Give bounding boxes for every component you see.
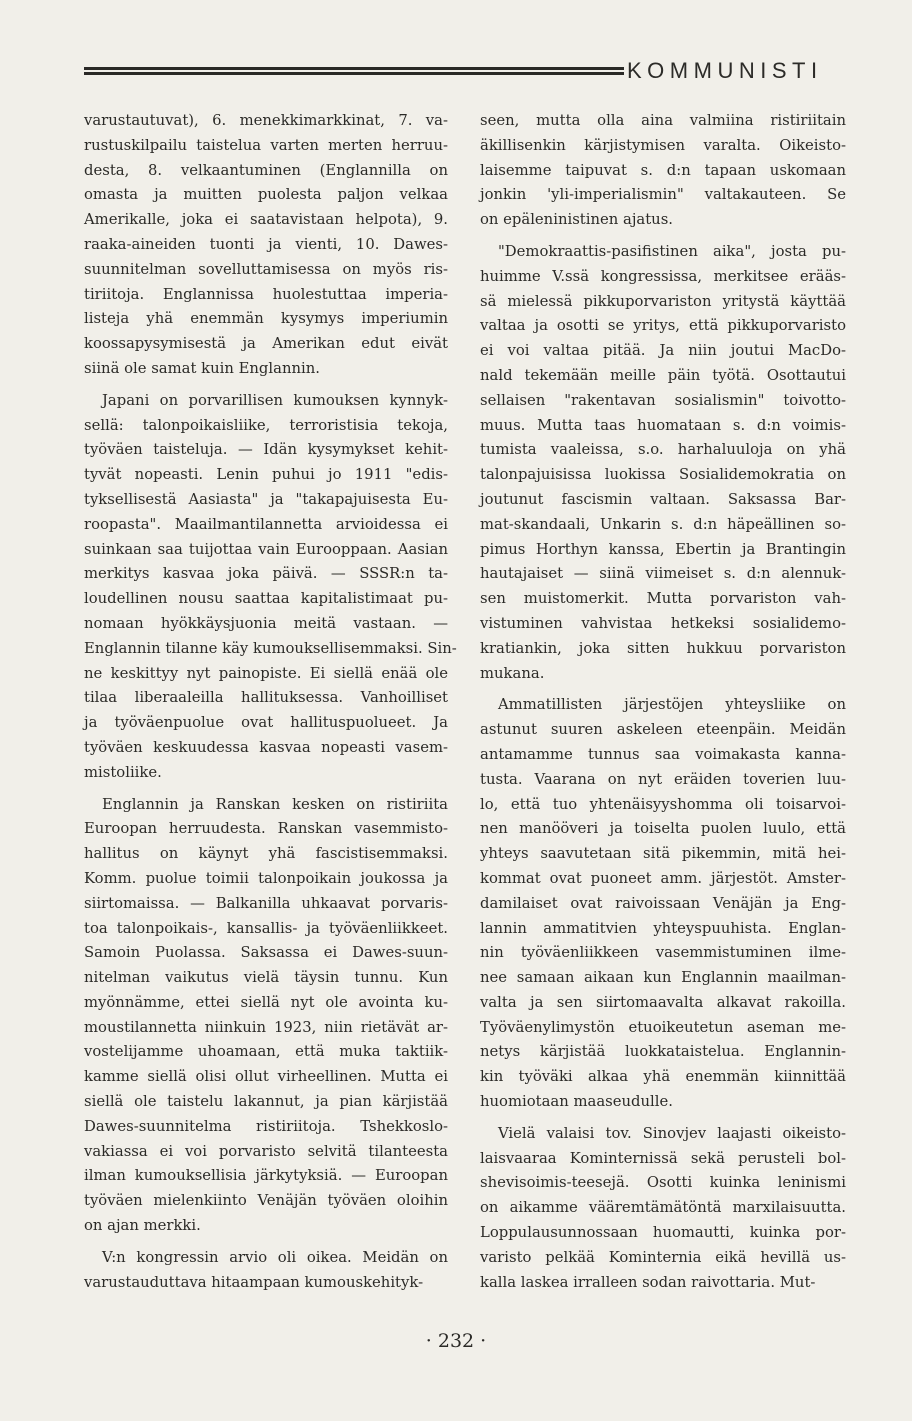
page-number: · 232 · [425, 1330, 487, 1352]
text-line: kalla laskea irralleen sodan raivottaria. Mut- [480, 1273, 816, 1291]
paragraph [480, 240, 846, 686]
text-line: laisemme taipuvat s. d:n tapaan uskomaan [480, 161, 846, 179]
text-line: V:n kongressin arvio oli oikea. Meidän on [102, 1248, 448, 1266]
paragraph [84, 109, 448, 382]
text-line: sellaisen "rakentavan sosialismin" toivotto- [480, 391, 846, 409]
text-line: siellä ole taistelu lakannut, ja pian kärjistää [84, 1093, 448, 1111]
text-line: tyksellisestä Aasiasta" ja "takapajuisesta Eu- [84, 490, 448, 508]
text-line: talonpajuisissa luokissa Sosialidemokratia on [480, 466, 846, 484]
text-line: Työväenylimystön etuoikeutetun aseman me- [480, 1018, 846, 1036]
text-line: tiriitoja. Englannissa huolestuttaa imperia- [84, 285, 448, 303]
text-line: jonkin 'yli-imperialismin" valtakauteen. Se [480, 186, 846, 204]
text-line: nin työväenliikkeen vasemmistuminen ilme- [480, 944, 846, 962]
text-line: roopasta". Maailmantilannetta arvioidessa ei [84, 515, 448, 533]
text-line: Englannin tilanne käy kumouksellisemmaksi. Sin- [84, 639, 457, 657]
text-line: sellä: talonpoikaisliike, terroristisia tekoja, [84, 416, 448, 434]
text-line: tilaa liberaaleilla hallituksessa. Vanhoilliset [84, 689, 448, 707]
right-column [480, 109, 846, 1302]
text-line: toa talonpoikais-, kansallis- ja työväenliikkeet. [84, 919, 448, 937]
text-line: tumista vaaleissa, s.o. harhaluuloja on yhä [480, 441, 846, 459]
paragraph [84, 793, 448, 1239]
paragraph [84, 1246, 448, 1296]
text-line: on aikamme vääremtämätöntä marxilaisuutta. [480, 1199, 846, 1217]
text-line: kamme siellä olisi ollut virheellinen. Mutta ei [84, 1068, 448, 1086]
text-line: moustilannetta niinkuin 1923, niin rietävät ar- [84, 1018, 448, 1036]
text-line: vostelijamme uhoamaan, että muka taktiik- [84, 1043, 448, 1061]
text-line: työväen mielenkiinto Venäjän työväen oloihin [84, 1192, 448, 1210]
text-line: hautajaiset — siinä viimeiset s. d:n alennuk- [480, 565, 846, 583]
text-line: suinkaan saa tuijottaa vain Eurooppaan. Aasian [84, 540, 448, 558]
text-line: Samoin Puolassa. Saksassa ei Dawes-suun- [84, 944, 448, 962]
text-line: valta ja sen siirtomaavalta alkavat rakoilla. [480, 993, 846, 1011]
paragraph [480, 109, 846, 233]
text-line: yhteys saavutetaan sitä pikemmin, mitä hei- [480, 845, 846, 863]
text-line: nald tekemään meille päin työtä. Osottautui [480, 366, 846, 384]
text-line: varustautuvat), 6. menekkimarkkinat, 7. va- [84, 112, 448, 129]
text-line: loudellinen nousu saattaa kapitalistimaat pu- [84, 590, 448, 608]
text-line: ilman kumouksellisia järkytyksiä. — Euroopan [84, 1167, 448, 1185]
text-line: omasta ja muitten puolesta paljon velkaa [84, 186, 448, 204]
text-line: kratiankin, joka sitten hukkuu porvariston [480, 639, 846, 657]
text-line: ei voi valtaa pitää. Ja niin joutui MacDo- [480, 342, 846, 360]
text-line: varustauduttava hitaampaan kumouskehityk- [84, 1273, 424, 1291]
text-line: työväen keskuudessa kasvaa nopeasti vasem- [84, 738, 448, 756]
text-line: siirtomaissa. — Balkanilla uhkaavat porvaris- [84, 894, 448, 912]
text-line: on epäleninistinen ajatus. [480, 211, 674, 229]
text-line: ja työväenpuolue ovat hallituspuolueet. Ja [84, 714, 448, 732]
text-line: Englannin ja Ranskan kesken on ristiriita [102, 795, 448, 813]
text-line: varisto pelkää Kominternia eikä hevillä us- [480, 1248, 846, 1266]
text-line: sä mielessä pikkuporvariston yritystä käyttää [480, 292, 846, 310]
text-line: Japani on porvarillisen kumouksen kynnyk- [102, 391, 448, 409]
text-line: lannin ammatitvien yhteyspuuhista. Englan- [480, 919, 846, 937]
left-column [84, 109, 457, 1302]
text-line: rustuskilpailu taistelua varten merten herruu- [84, 136, 448, 154]
text-line: pimus Horthyn kanssa, Ebertin ja Brantingin [480, 540, 846, 558]
text-line: hallitus on käynyt yhä fascistisemmaksi. [84, 845, 448, 863]
header-rule [84, 67, 624, 78]
text-line: myönnämme, ettei siellä nyt ole avointa ku- [84, 993, 448, 1011]
text-line: merkitys kasvaa joka päivä. — SSSR:n ta- [84, 565, 448, 583]
text-line: Dawes-suunnitelma ristiriitoja. Tshekkoslo- [84, 1117, 448, 1135]
text-line: äkillisenkin kärjistymisen varalta. Oikeisto- [480, 136, 846, 154]
paragraph [84, 389, 457, 786]
text-line: nitelman vaikutus vielä täysin tunnu. Kun [84, 969, 448, 987]
text-line: tusta. Vaarana on nyt eräiden toverien luu- [480, 770, 846, 788]
text-line: siinä ole samat kuin Englannin. [84, 359, 320, 377]
text-line: mat-skandaali, Unkarin s. d:n häpeällinen so- [480, 515, 846, 533]
text-line: mukana. [480, 664, 545, 682]
text-line: seen, mutta olla aina valmiina ristiriitain [480, 112, 846, 129]
text-line: vakiassa ei voi porvaristo selvitä tilanteesta [84, 1142, 448, 1160]
text-line: shevisoimis-teesejä. Osotti kuinka leninismi [480, 1174, 846, 1192]
text-line: damilaiset ovat raivoissaan Venäjän ja Eng- [480, 894, 846, 912]
text-line: muus. Mutta taas huomataan s. d:n voimis- [480, 416, 846, 434]
text-line: ne keskittyy nyt painopiste. Ei siellä enää ole [84, 664, 448, 682]
text-line: huimme V.ssä kongressissa, merkitsee erääs- [480, 267, 846, 285]
text-line: suunnitelman sovelluttamisessa on myös ris- [84, 260, 448, 278]
text-line: joutunut fascismin valtaan. Saksassa Bar- [480, 490, 846, 508]
text-line: huomiotaan maaseudulle. [480, 1093, 673, 1111]
text-line: "Demokraattis-pasifistinen aika", josta pu- [498, 242, 846, 260]
text-line: astunut suuren askeleen eteenpäin. Meidän [480, 721, 846, 739]
text-line: kin työväki alkaa yhä enemmän kiinnittää [480, 1068, 846, 1086]
text-line: koossapysymisestä ja Amerikan edut eivät [84, 335, 448, 353]
text-line: työväen taisteluja. — Idän kysymykset kehit- [84, 441, 448, 459]
text-line: Euroopan herruudesta. Ranskan vasemmisto- [84, 820, 448, 838]
publication-title: KOMMUNISTI [627, 58, 823, 83]
text-line: Ammatillisten järjestöjen yhteysliike on [498, 696, 846, 714]
text-line: nee samaan aikaan kun Englannin maailman- [480, 969, 846, 987]
text-line: Vielä valaisi tov. Sinovjev laajasti oikeisto- [498, 1124, 846, 1142]
text-line: raaka-aineiden tuonti ja vienti, 10. Dawes- [84, 235, 448, 253]
text-line: mistoliike. [84, 763, 162, 781]
text-line: Komm. puolue toimii talonpoikain joukossa ja [84, 869, 448, 887]
text-line: on ajan merkki. [84, 1217, 201, 1235]
text-line: desta, 8. velkaantuminen (Englannilla on [84, 161, 448, 179]
paragraph [480, 1122, 846, 1296]
text-line: laisvaaraa Kominternissä sekä perusteli bol- [480, 1149, 846, 1167]
text-line: Loppulausunnossaan huomautti, kuinka por- [480, 1224, 846, 1242]
text-line: nomaan hyökkäysjuonia meitä vastaan. — [84, 614, 448, 632]
paragraph [480, 693, 846, 1115]
text-line: lo, että tuo yhtenäisyyshomma oli toisarvoi- [480, 795, 846, 813]
text-line: valtaa ja osotti se yritys, että pikkuporvaristo [480, 317, 846, 335]
text-line: antamamme tunnus saa voimakasta kanna- [480, 745, 846, 763]
text-line: listeja yhä enemmän kysymys imperiumin [84, 310, 448, 328]
text-line: sen muistomerkit. Mutta porvariston vah- [480, 590, 846, 608]
text-line: kommat ovat puoneet amm. järjestöt. Amster- [480, 869, 846, 887]
text-line: vistuminen vahvistaa hetkeksi sosialidemo- [480, 614, 846, 632]
text-line: Amerikalle, joka ei saatavistaan helpota), 9. [84, 211, 448, 229]
text-line: netys kärjistää luokkataistelua. Englannin- [480, 1043, 846, 1061]
text-line: tyvät nopeasti. Lenin puhui jo 1911 "edis- [84, 466, 448, 484]
text-line: nen manööveri ja toiselta puolen luulo, että [480, 820, 846, 838]
